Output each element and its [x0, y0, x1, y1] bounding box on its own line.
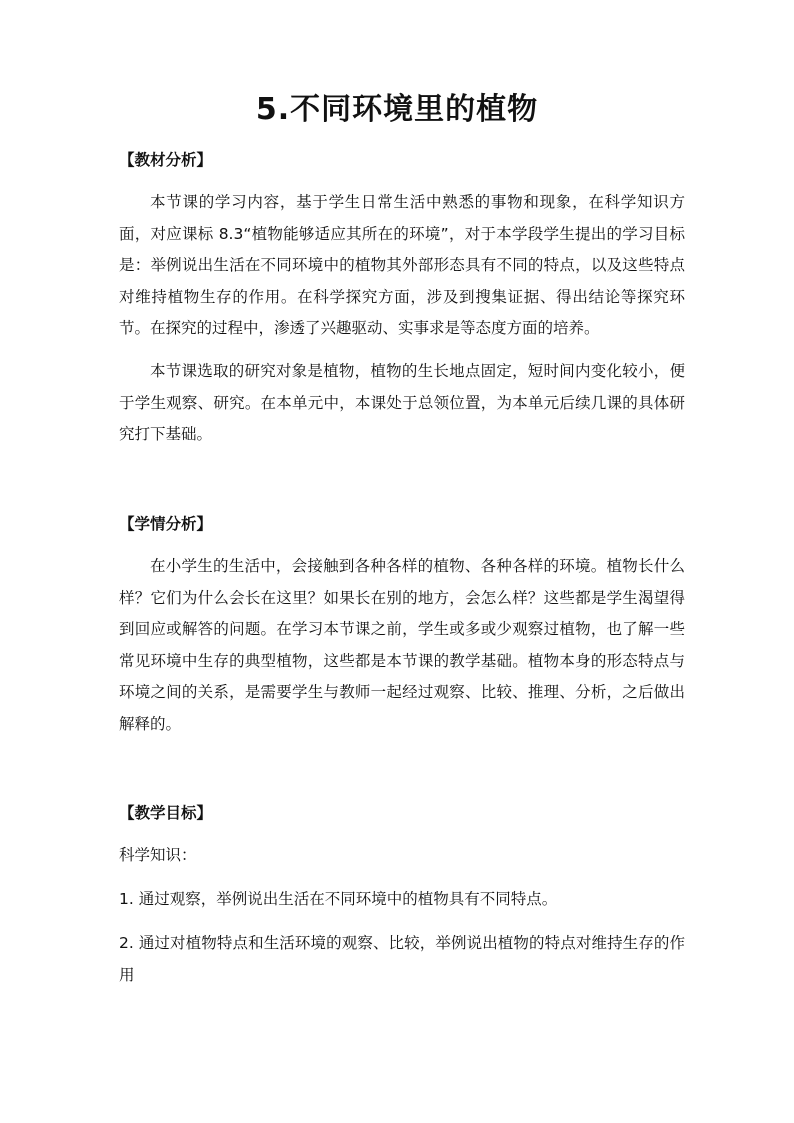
objective-item: 2. 通过对植物特点和生活环境的观察、比较，举例说出植物的特点对维持生存的作用 [119, 934, 685, 984]
section-heading-teaching-objectives: 【教学目标】 [119, 804, 213, 822]
paragraph: 本节课选取的研究对象是植物，植物的生长地点固定，短时间内变化较小，便于学生观察、研究。在本单元中，本课处于总领位置，为本单元后续几课的具体研究打下基础。 [119, 362, 685, 443]
paragraph: 在小学生的生活中，会接触到各种各样的植物、各种各样的环境。植物长什么样？它们为什么会长在这里？如果长在别的地方，会怎么样？这些都是学生渴望得到回应或解答的问题。在学习本节课之前，学生或多或少观察过植物，也了解一些常见环境中生存的典型植物，这些都是本节课的教学基础。植物本身的形态特点与环境之间的关系，是需要学生与教师一起经过观察、比较、推理、分析，之后做出解释的。 [119, 557, 685, 733]
section-heading-textbook-analysis: 【教材分析】 [119, 151, 213, 169]
paragraph: 本节课的学习内容，基于学生日常生活中熟悉的事物和现象，在科学知识方面，对应课标 8.3“植物能够适应其所在的环境”，对于本学段学生提出的学习目标是：举例说出生活在不同环境中的植物其外部形态具有不同的特点，以及这些特点对维持植物生存的作用。在科学探究方面，涉及到搜集证据、得出结论等探究环节。在探究的过程中，渗透了兴趣驱动、实事求是等态度方面的培养。 [119, 193, 685, 337]
subheading-science-knowledge: 科学知识： [119, 846, 197, 864]
objective-item: 1. 通过观察，举例说出生活在不同环境中的植物具有不同特点。 [119, 890, 558, 908]
section-heading-student-analysis: 【学情分析】 [119, 515, 213, 533]
document-title: 5.不同环境里的植物 [255, 92, 539, 127]
